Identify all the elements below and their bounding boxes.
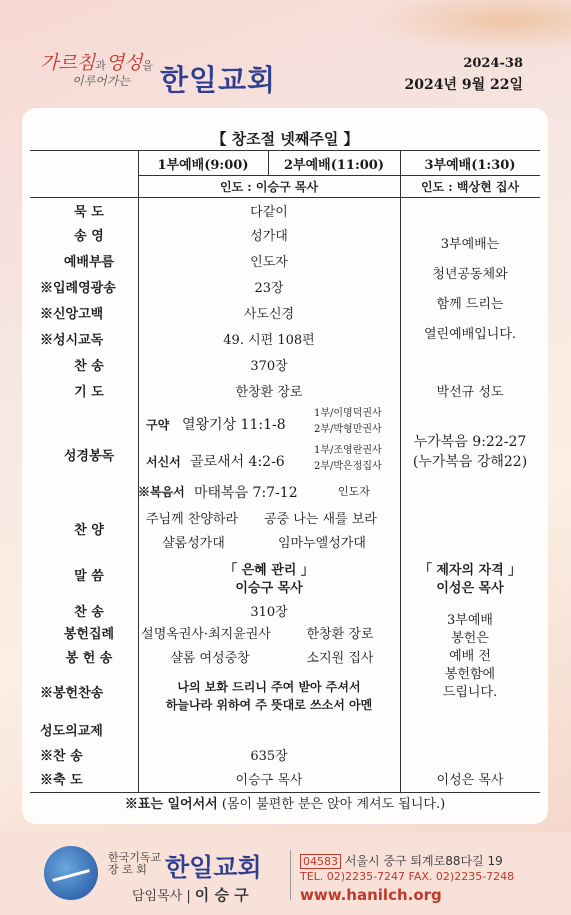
row-value: 370장 — [250, 359, 288, 374]
note-line: 청년공동체와 — [432, 267, 508, 282]
gospel-text: 마태복음 7:7-12 — [194, 485, 298, 501]
denomination-line-2: 장 로 회 — [108, 863, 147, 876]
epistle-tag: 서신서 — [146, 455, 181, 469]
row-label: ※신앙고백 — [40, 307, 104, 322]
issue-number: 2024-38 — [463, 56, 523, 71]
benediction-value: 이승구 목사 — [235, 773, 303, 788]
pastor-name: 이 승 구 — [194, 886, 249, 904]
anthem-song-2: 공중 나는 새를 보라 — [264, 512, 377, 527]
sermon-3-title: 「 제자의 자격 」 — [418, 563, 522, 578]
row-value: 인도자 — [250, 255, 288, 270]
rule-services — [138, 175, 540, 176]
note-line: 3부예배 — [447, 613, 493, 628]
hymn2-value: 310장 — [250, 605, 288, 620]
footnote-rest: (몸이 불편한 분은 앉아 계셔도 됩니다.) — [217, 797, 446, 812]
phone-fax: TEL. 02)2235-7247 FAX. 02)2235-7248 — [300, 870, 515, 883]
gospel-reading — [138, 480, 400, 502]
footnote-bold: ※표는 일어서서 — [124, 797, 218, 812]
row-value: 사도신경 — [243, 307, 295, 322]
row-label: ※입례영광송 — [40, 281, 116, 296]
row-label: 찬 송 — [74, 359, 104, 374]
sermon-title: 「 은혜 관리 」 — [224, 563, 314, 578]
wheat-decoration-icon — [371, 0, 571, 52]
sermon-3 — [400, 562, 540, 598]
offering-hymn-lyrics — [138, 678, 400, 714]
note-line: 함께 드리는 — [436, 297, 504, 312]
pastor-label: 담임목사 | — [132, 889, 191, 904]
church-name: 한일교회 — [160, 63, 277, 97]
epistle-reading — [146, 443, 400, 479]
slogan-line-2: 이루어가는 — [72, 74, 130, 88]
anthem-label: 찬 양 — [74, 523, 104, 538]
offering-prayer-label: 봉헌집례 — [63, 627, 115, 642]
leader-3: 인도 : 백상현 집사 — [420, 180, 520, 194]
slogan-word-2: 영성 — [105, 52, 143, 74]
slogan-word-1: 가르침 — [40, 52, 96, 74]
footer-church-name: 한일교회 — [165, 853, 262, 882]
row-label: 송 영 — [74, 229, 104, 244]
note-line: 3부예배는 — [440, 237, 500, 252]
rule-top — [30, 150, 540, 151]
third-service-note — [400, 230, 540, 350]
hymn2-label: 찬 송 — [74, 605, 104, 620]
footnote — [22, 793, 548, 812]
note-line: 열린예배입니다. — [423, 327, 517, 342]
epistle-reader-1: 1부/조영란권사 — [314, 445, 382, 456]
note-line: 드립니다. — [442, 685, 498, 700]
epistle-text: 골로새서 4:2-6 — [190, 454, 285, 470]
offering-hymn-label: ※봉헌찬송 — [40, 686, 104, 701]
ot-tag: 구약 — [146, 418, 170, 432]
anthem-block — [138, 508, 400, 556]
note-line: 예배 전 — [449, 649, 491, 664]
order-title: 【 창조절 넷째주일 】 — [211, 130, 359, 148]
ot-text: 열왕기상 11:1-8 — [182, 417, 286, 433]
gospel-tag: ※복음서 — [138, 485, 185, 499]
note-line: 봉헌함에 — [444, 667, 496, 682]
row-value: 한창환 장로 — [235, 385, 303, 400]
pastor — [132, 884, 249, 905]
ot-reader-2: 2부/박형만권사 — [314, 424, 382, 435]
denomination-line-1: 한국기독교 — [108, 851, 162, 864]
prayer-service-3: 박선규 성도 — [436, 385, 504, 400]
slogan-particle-2: 을 — [142, 59, 154, 72]
denomination — [108, 852, 168, 876]
gospel-reader: 인도자 — [338, 485, 370, 498]
service-1-header: 1부예배(9:00) — [157, 158, 249, 173]
lyric-line-1: 나의 보화 드리니 주여 받아 주셔서 — [177, 680, 361, 694]
anthem-song-1: 주님께 찬양하라 — [146, 512, 239, 527]
sermon-preacher: 이승구 목사 — [235, 581, 303, 596]
closing-hymn-label: ※찬 송 — [40, 749, 83, 764]
address — [300, 852, 503, 869]
offering-song-label: 봉 헌 송 — [65, 651, 113, 666]
anthem-choir-1: 샬롬성가대 — [162, 536, 225, 551]
footer-divider — [290, 850, 291, 900]
row-value: 다같이 — [250, 205, 288, 220]
row-value: 49. 시편 108편 — [223, 333, 315, 348]
service-2-header: 2부예배(11:00) — [283, 158, 384, 173]
row-label: 묵 도 — [74, 205, 104, 220]
scripture-3-series: (누가복음 강해22) — [412, 454, 528, 470]
service-3-header: 3부예배(1:30) — [424, 158, 516, 173]
row-label: 기 도 — [74, 385, 104, 400]
street-address: 서울시 중구 퇴계로88다길 19 — [344, 854, 503, 868]
sermon-12 — [138, 562, 400, 598]
offering-song-1: 샬롬 여성중창 — [170, 651, 250, 666]
scripture-service-3 — [400, 432, 540, 472]
anthem-choir-2: 임마누엘성가대 — [278, 536, 366, 551]
benediction-label: ※축 도 — [40, 773, 83, 788]
zip-code: 04583 — [300, 854, 341, 869]
ot-reading — [146, 406, 400, 442]
epistle-reader-2: 2부/박은정집사 — [314, 461, 382, 472]
note-line: 봉헌은 — [451, 631, 489, 646]
offering-prayer-2: 한창환 장로 — [306, 627, 374, 642]
slogan — [40, 48, 153, 75]
offering-prayer-1: 설명옥권사·최지윤권사 — [141, 627, 271, 642]
scripture-3-text: 누가복음 9:22-27 — [413, 434, 527, 450]
row-value: 23장 — [254, 281, 284, 296]
closing-hymn-value: 635장 — [250, 749, 288, 764]
sermon-label: 말 씀 — [74, 569, 104, 584]
row-value: 성가대 — [250, 229, 288, 244]
ot-reader-1: 1부/이명덕권사 — [314, 408, 382, 419]
benediction-service-3: 이성은 목사 — [436, 773, 504, 788]
communion-label: 성도의교제 — [40, 724, 103, 739]
lyric-line-2: 하늘나라 위하여 주 뜻대로 쓰소서 아멘 — [165, 698, 373, 712]
leader-12: 인도 : 이승구 목사 — [219, 180, 319, 194]
sermon-3-preacher: 이성은 목사 — [436, 581, 504, 596]
website-link[interactable]: www.hanilch.org — [300, 886, 442, 904]
church-logo-icon — [44, 846, 98, 900]
offering-song-2: 소지원 집사 — [306, 651, 374, 666]
scripture-label: 성경봉독 — [63, 449, 115, 464]
slogan-particle-1: 과 — [95, 59, 106, 72]
header — [0, 0, 571, 108]
row-label: ※성시교독 — [40, 333, 104, 348]
issue-date: 2024년 9월 22일 — [404, 77, 523, 93]
col-divider-12 — [268, 150, 269, 175]
row-label: 예배부름 — [63, 255, 115, 270]
offering-note — [400, 612, 540, 702]
